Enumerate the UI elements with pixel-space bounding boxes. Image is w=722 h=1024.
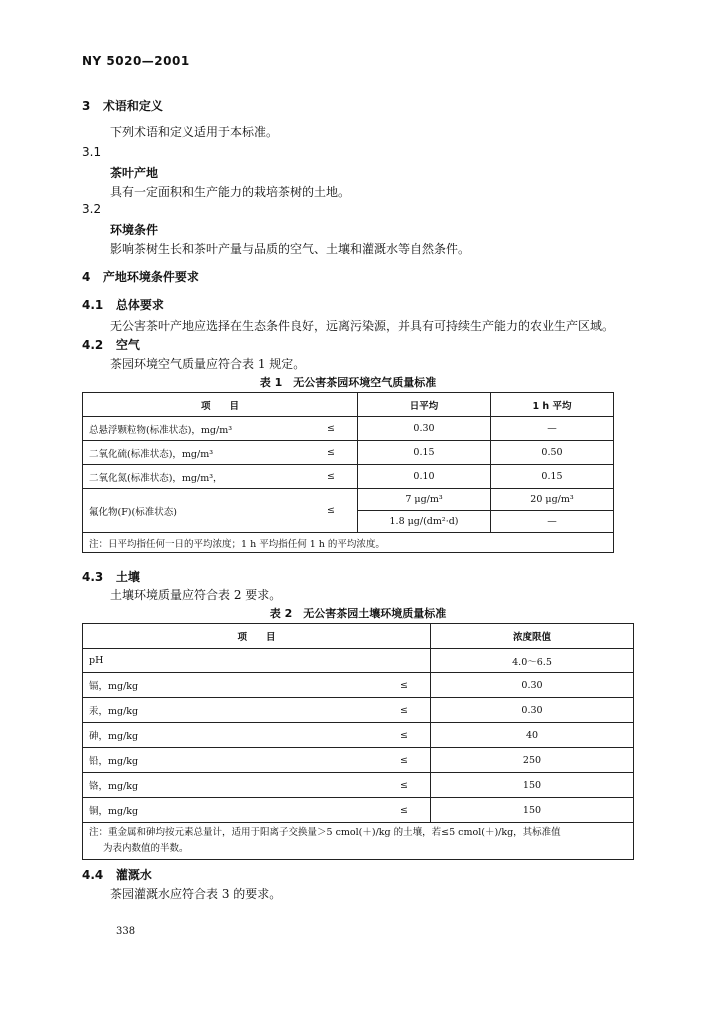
column-header-item: 项 目 [83,624,431,649]
row-item: 二氧化氮(标准状态)，mg/m³， [83,465,306,489]
section-title: 术语和定义 [102,99,163,113]
page-number: 338 [116,926,136,937]
row-operator: ≤ [378,698,431,723]
table-row [83,441,614,465]
table-2-caption: 表 2 无公害茶园土壤环境质量标准 [269,607,447,620]
section-number: 4.2 [82,338,104,352]
section-title: 产地环境条件要求 [102,270,199,284]
column-header-daily: 日平均 [358,393,491,417]
table-note-row [83,823,634,860]
section-3-2-number: 3.2 [82,202,102,216]
section-4-1-text: 无公害茶叶产地应选择在生态条件良好，远离污染源，并具有可持续生产能力的农业生产区域。 [110,319,615,333]
row-item: 汞，mg/kg [83,698,379,723]
table-row [83,673,634,698]
row-operator: ≤ [378,723,431,748]
row-operator: ≤ [378,798,431,823]
row-daily-value: 7 μg/m³ [358,489,491,511]
row-item: 氟化物(F)(标准状态) [83,489,306,533]
row-item: 铬，mg/kg [83,773,379,798]
row-limit-value: 150 [431,773,634,798]
row-operator: ≤ [305,489,358,533]
section-4-2-heading [82,336,140,353]
section-number: 4.4 [82,868,104,882]
term-environment: 环境条件 [110,223,159,237]
section-4-1-heading [82,296,164,313]
row-operator: ≤ [378,773,431,798]
row-item: 总悬浮颗粒物(标准状态)，mg/m³ [83,417,306,441]
row-limit-value: 40 [431,723,634,748]
table-note [83,823,634,860]
table-header-row [83,624,634,649]
section-title: 空气 [115,338,140,352]
row-operator: ≤ [305,417,358,441]
table-note-line: 注：重金属和砷均按元素总量计，适用于阳离子交换量＞5 cmol(＋)/kg 的土壤，若≤5 cmol(＋)/kg，其标准值 [89,827,561,838]
term-environment-definition: 影响茶树生长和茶叶产量与品质的空气、土壤和灌溉水等自然条件。 [110,242,471,256]
row-daily-value: 0.10 [358,465,491,489]
section-3-intro: 下列术语和定义适用于本标准。 [110,125,279,139]
section-number: 3 [82,99,91,113]
section-4-2-text: 茶园环境空气质量应符合表 1 规定。 [110,357,306,371]
section-4-3-text: 土壤环境质量应符合表 2 要求。 [110,588,282,602]
air-quality-table [82,392,614,553]
row-operator [378,649,431,673]
row-operator: ≤ [305,465,358,489]
table-header-row [83,393,614,417]
row-limit-value: 150 [431,798,634,823]
table-note-row [83,533,614,553]
section-title: 灌溉水 [115,868,152,882]
standard-id: NY 5020—2001 [82,54,190,68]
section-number: 4 [82,270,91,284]
section-3-1-number: 3.1 [82,145,102,159]
table-row [83,723,634,748]
row-limit-value: 0.30 [431,673,634,698]
term-tea-area-definition: 具有一定面积和生产能力的栽培茶树的土地。 [110,185,351,199]
section-title: 总体要求 [115,298,164,312]
row-operator: ≤ [305,441,358,465]
row-daily-value: 0.15 [358,441,491,465]
table-1-caption: 表 1 无公害茶园环境空气质量标准 [259,376,437,389]
section-4-4-heading [82,866,152,883]
table-row [83,773,634,798]
row-limit-value: 4.0～6.5 [431,649,634,673]
section-title: 土壤 [115,570,140,584]
row-daily-value: 0.30 [358,417,491,441]
section-3-heading [82,97,163,114]
row-daily-value: 1.8 μg/(dm²·d) [358,511,491,533]
table-row [83,798,634,823]
row-operator: ≤ [378,673,431,698]
table-note: 注：日平均指任何一日的平均浓度；1 h 平均指任何 1 h 的平均浓度。 [83,533,614,553]
column-header-item: 项 目 [83,393,358,417]
table-row [83,748,634,773]
row-operator: ≤ [378,748,431,773]
table-row [83,465,614,489]
row-hourly-value: — [491,417,614,441]
row-item: 铜，mg/kg [83,798,379,823]
row-hourly-value: — [491,511,614,533]
table-row [83,698,634,723]
section-4-3-heading [82,568,140,585]
section-4-4-text: 茶园灌溉水应符合表 3 的要求。 [110,887,282,901]
table-row [83,417,614,441]
column-header-hourly: 1 h 平均 [491,393,614,417]
row-limit-value: 250 [431,748,634,773]
row-hourly-value: 0.50 [491,441,614,465]
term-tea-area: 茶叶产地 [110,166,159,180]
table-row [83,649,634,673]
row-item: pH [83,649,379,673]
column-header-limit: 浓度限值 [431,624,634,649]
row-hourly-value: 0.15 [491,465,614,489]
table-note-line: 为表内数值的半数。 [103,843,189,854]
row-limit-value: 0.30 [431,698,634,723]
row-item: 砷，mg/kg [83,723,379,748]
row-item: 二氧化硫(标准状态)，mg/m³ [83,441,306,465]
section-number: 4.3 [82,570,104,584]
row-item: 铅，mg/kg [83,748,379,773]
row-item: 镉，mg/kg [83,673,379,698]
row-hourly-value: 20 μg/m³ [491,489,614,511]
table-row [83,489,614,511]
section-number: 4.1 [82,298,104,312]
soil-quality-table [82,623,634,860]
section-4-heading [82,268,199,285]
